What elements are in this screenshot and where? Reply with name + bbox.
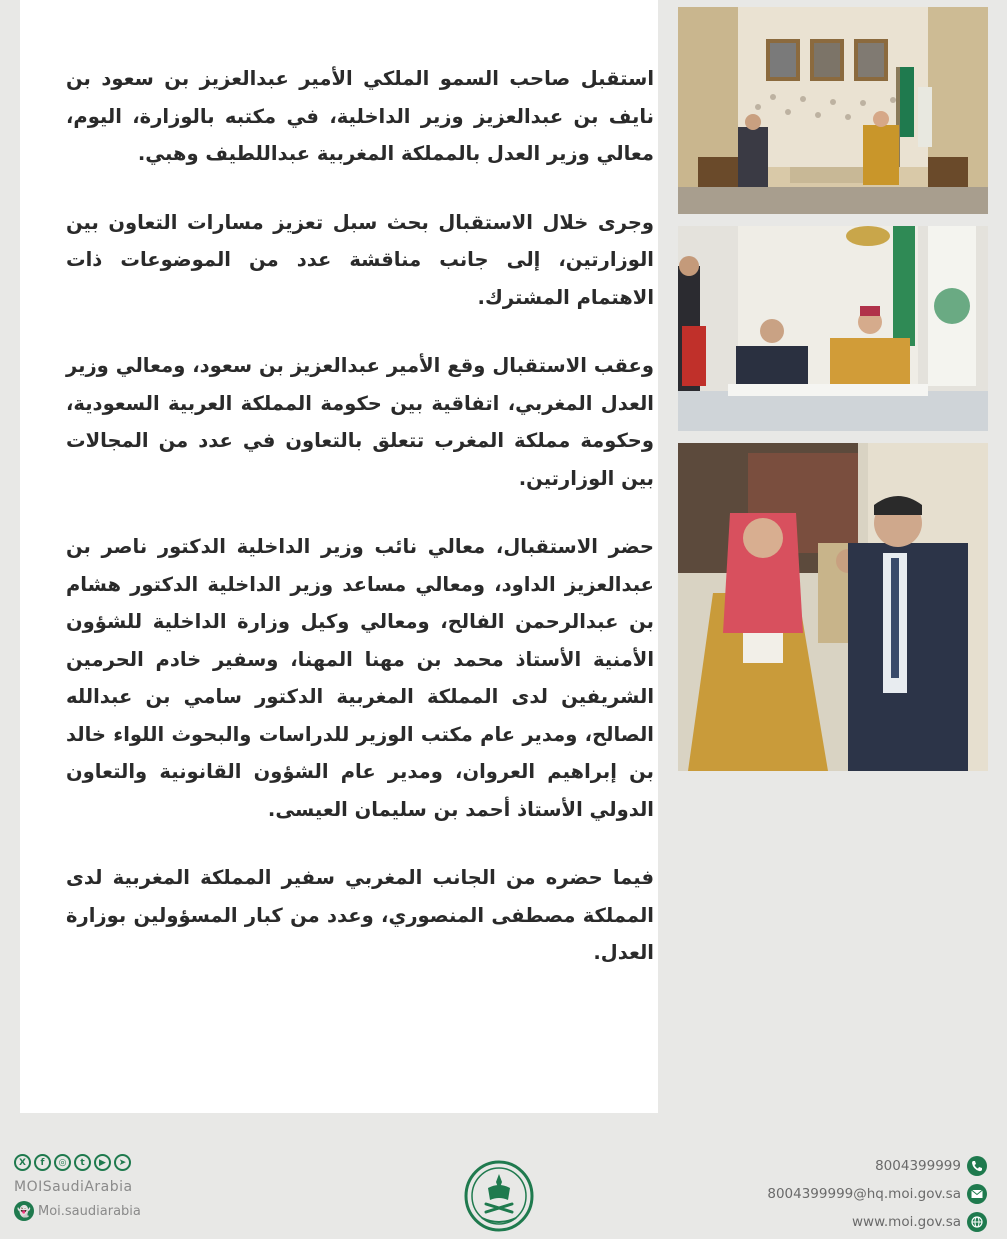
email-address: 8004399999@hq.moi.gov.sa bbox=[767, 1186, 961, 1202]
snapchat-handle: Moi.saudiarabia bbox=[38, 1203, 141, 1219]
instagram-icon[interactable]: ◎ bbox=[54, 1154, 71, 1171]
social-handle[interactable]: MOISaudiArabia bbox=[14, 1179, 133, 1195]
phone-icon bbox=[967, 1156, 987, 1176]
snapchat-icon: 👻 bbox=[14, 1201, 34, 1221]
meeting-photo bbox=[678, 7, 988, 214]
phone-number: 8004399999 bbox=[875, 1158, 961, 1174]
x-icon[interactable]: X bbox=[14, 1154, 31, 1171]
signing-photo bbox=[678, 226, 988, 431]
youtube-icon[interactable]: ▶ bbox=[94, 1154, 111, 1171]
article-paragraph: حضر الاستقبال، معالي نائب وزير الداخلية الدكتور ناصر بن عبدالعزيز الداود، ومعالي مساعد وزير الداخلية الدكتور هشام بن عبدالرحمن الفالح، ومعالي وكيل وزارة الداخلية للشؤون الأمنية الأستاذ محمد بن مهنا المهنا، وسفير خادم الحرمين الشريفين لدى المملكة المغربية الدكتور سامي بن عبدالله الصالح، ومدير عام مكتب الوزير للدراسات والبحوث اللواء خالد بن إبراهيم العروان، ومدير عام الشؤون القانونية والتعاون الدولي الأستاذ أحمد بن سليمان العيسى. bbox=[66, 535, 654, 821]
telegram-icon[interactable]: ➤ bbox=[114, 1154, 131, 1171]
website-row[interactable] bbox=[687, 1209, 987, 1235]
email-row[interactable] bbox=[687, 1181, 987, 1207]
ministry-emblem bbox=[464, 1160, 534, 1232]
globe-icon bbox=[967, 1212, 987, 1232]
article-paragraph: وجرى خلال الاستقبال بحث سبل تعزيز مسارات التعاون بين الوزارتين، إلى جانب مناقشة عدد من الموضوعات ذات الاهتمام المشترك. bbox=[66, 210, 654, 309]
article-paragraph: وعقب الاستقبال وقع الأمير عبدالعزيز بن سعود، ومعالي وزير العدل المغربي، اتفاقية بين حكومة المملكة العربية السعودية، وحكومة مملكة المغرب تتعلق بالتعاون في عدد من المجالات بين الوزارتين. bbox=[66, 354, 654, 490]
tumblr-icon[interactable]: t bbox=[74, 1154, 91, 1171]
facebook-icon[interactable]: f bbox=[34, 1154, 51, 1171]
snapchat-link[interactable] bbox=[14, 1201, 204, 1221]
phone-row[interactable] bbox=[687, 1153, 987, 1179]
social-icons-row bbox=[14, 1154, 204, 1171]
walking-photo bbox=[678, 443, 988, 771]
website-url: www.moi.gov.sa bbox=[852, 1214, 961, 1230]
social-block bbox=[14, 1154, 204, 1221]
contact-block bbox=[687, 1153, 987, 1237]
article-paragraph: استقبل صاحب السمو الملكي الأمير عبدالعزيز بن سعود بن نايف بن عبدالعزيز وزير الداخلية، في مكتبه بالوزارة، اليوم، معالي وزير العدل بالمملكة المغربية عبداللطيف وهبي. bbox=[66, 67, 654, 165]
mail-icon bbox=[967, 1184, 987, 1204]
article-paragraph: فيما حضره من الجانب المغربي سفير المملكة المغربية لدى المملكة مصطفى المنصوري، وعدد من كبار المسؤولين بوزارة العدل. bbox=[66, 866, 654, 964]
article-body bbox=[66, 60, 654, 1003]
article-panel bbox=[20, 0, 658, 1113]
